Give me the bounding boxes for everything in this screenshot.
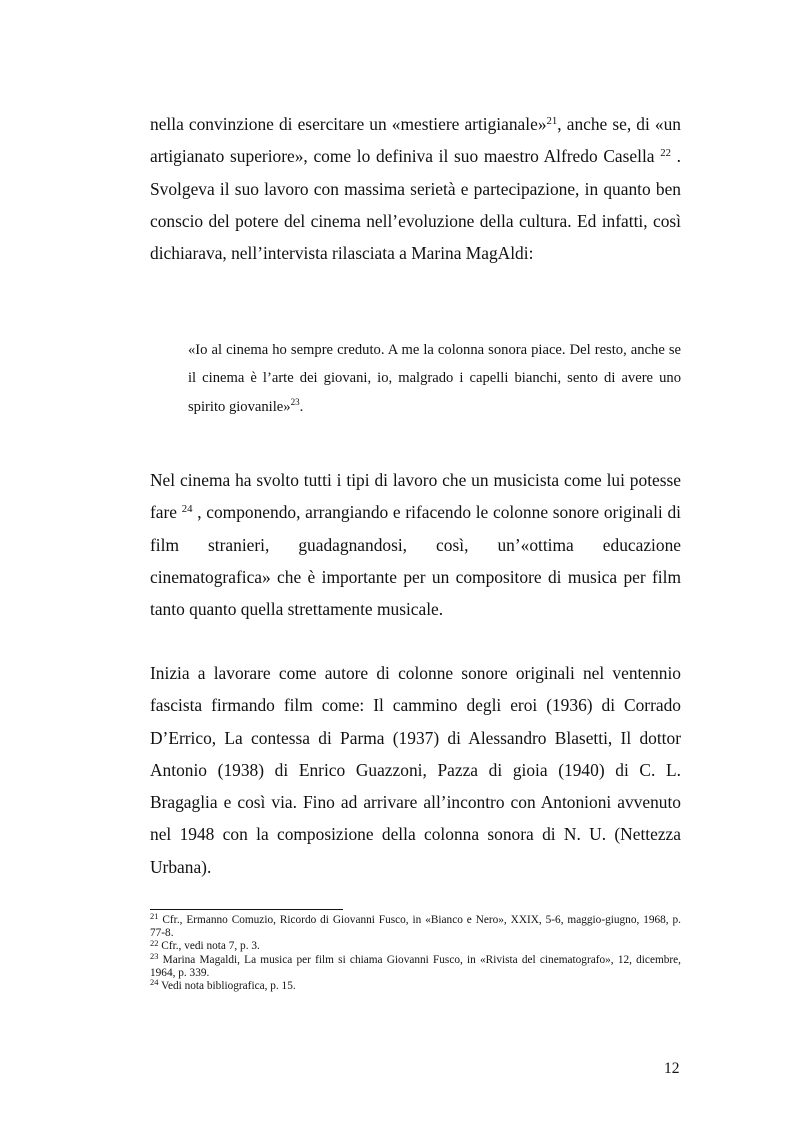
- footnotes: [150, 911, 681, 993]
- footnote-text: Vedi nota bibliografica, p. 15.: [158, 980, 296, 993]
- text-run: .: [299, 398, 304, 415]
- footnote-24: [150, 977, 681, 993]
- block-quote: [188, 336, 681, 421]
- footnote-23: [150, 950, 681, 980]
- footnote-reference[interactable]: 24: [181, 502, 193, 515]
- quote-text: «Io al cinema ho sempre creduto. A me la colonna sonora piace. Del resto, anche se il cinema è l’arte dei giovani, io, malgrado i capelli bianchi, sento di avere uno spirito giovanile»: [188, 342, 681, 415]
- text-run: . Svolgeva il suo lavoro con massima serietà e partecipazione, in quanto ben conscio del potere del cinema nell’evoluzione della cultura. Ed infatti, così dichiarava, nell’intervista rilasciata a Marina MagAldi:: [150, 146, 681, 264]
- text-run: Nel cinema ha svolto tutti i tipi di lavoro che un musicista come lui potesse fare: [150, 470, 681, 523]
- footnote-number: 24: [150, 977, 159, 988]
- text-run: , componendo, arrangiando e rifacendo le colonne sonore originali di film stranieri, guadagnandosi, così, un’«ottima educazione cinematografica» che è importante per un compositore di musica per film tanto quanto quella strettamente musicale.: [150, 502, 681, 620]
- footnote-separator: [150, 909, 343, 910]
- body-paragraph-1: [150, 108, 681, 269]
- text-run: nella convinzione di esercitare un «mestiere artigianale»: [150, 114, 547, 134]
- body-paragraph-3: [150, 657, 681, 883]
- footnote-number: 22: [150, 937, 159, 948]
- footnote-text: Cfr., Ermanno Comuzio, Ricordo di Giovanni Fusco, in «Bianco e Nero», XXIX, 5-6, maggio-giugno, 1968, p. 77-8.: [150, 914, 681, 940]
- page-number: 12: [664, 1060, 680, 1077]
- footnote-text: Cfr., vedi nota 7, p. 3.: [158, 940, 260, 953]
- body-paragraph-2: [150, 464, 681, 625]
- footnote-text: Marina Magaldi, La musica per film si chiama Giovanni Fusco, in «Rivista del cinematografo», 12, dicembre, 1964, p. 339.: [150, 953, 681, 979]
- footnote-reference[interactable]: 22: [660, 146, 671, 159]
- footnote-22: [150, 937, 681, 953]
- text-run: , anche se, di «un artigianato superiore», come lo definiva il suo maestro Alfredo Casella: [150, 114, 681, 167]
- footnote-number: 23: [150, 950, 159, 961]
- footnote-number: 21: [150, 911, 159, 922]
- text-run: Inizia a lavorare come autore di colonne sonore originali nel ventennio fascista firmando film come: Il cammino degli eroi (1936) di Corrado D’Errico, La contessa di Parma (1937) di Alessandro Blasetti, Il dottor Antonio (1938) di Enrico Guazzoni, Pazza di gioia (1940) di C. L. Bragaglia e così via. Fino ad arrivare all’incontro con Antonioni avvenuto nel 1948 con la composizione della colonna sonora di N. U. (Nettezza Urbana).: [150, 663, 681, 877]
- footnote-21: [150, 911, 681, 940]
- footnote-reference[interactable]: 23: [290, 397, 300, 408]
- footnote-reference[interactable]: 21: [546, 114, 558, 127]
